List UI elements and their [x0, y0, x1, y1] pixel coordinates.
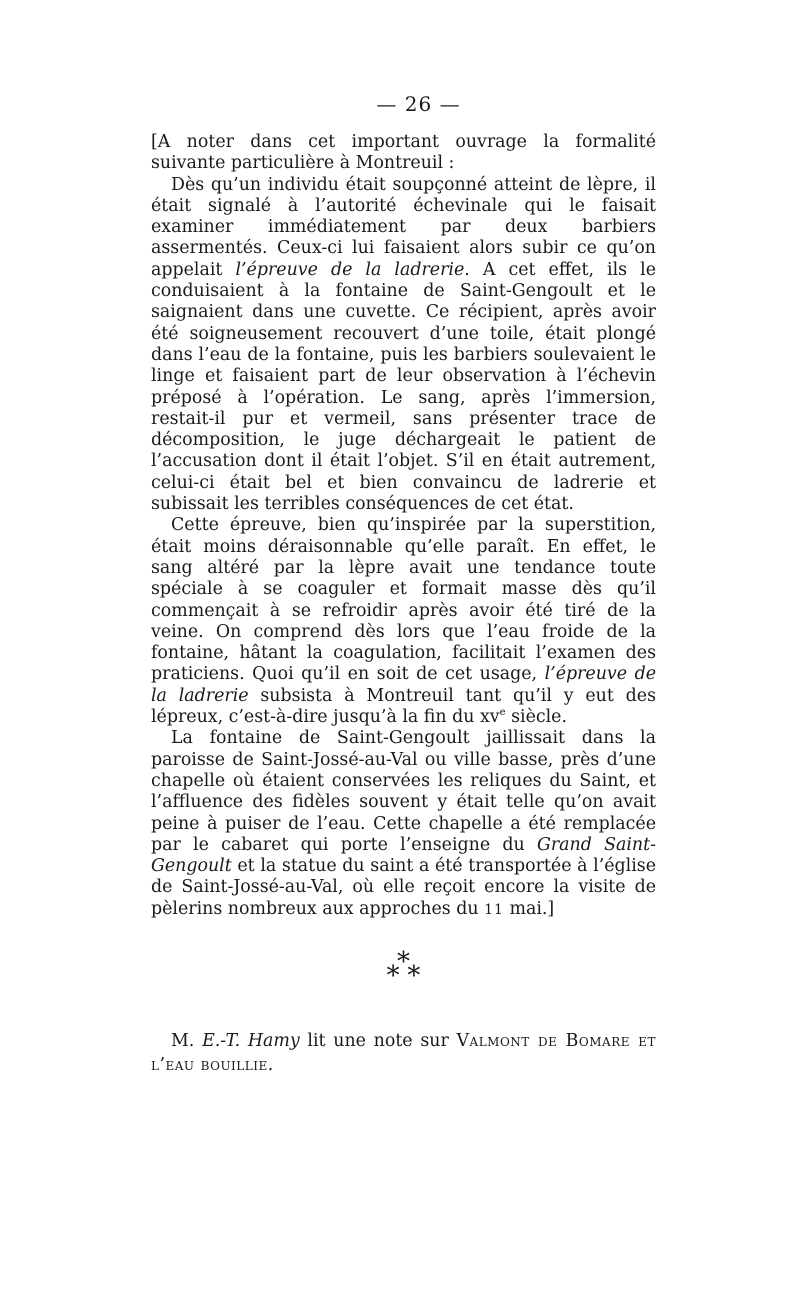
asterism-star-right: *	[407, 960, 421, 991]
session-note	[151, 1029, 656, 1077]
paragraph-3-italic: l’épreuve de la ladrerie	[151, 664, 656, 706]
note-middle: lit une note sur	[299, 1030, 457, 1051]
asterism-star-left: *	[386, 960, 400, 991]
paragraph-4-text-c: mai.]	[503, 898, 555, 919]
asterism	[151, 946, 656, 991]
century-superscript: e	[499, 707, 506, 719]
note-end: .	[267, 1054, 274, 1075]
paragraph-3-text-b: subsista à Montreuil tant qu’il y eut des lépreux, c’est-à-dire jusqu’à la fin du xv	[151, 685, 656, 728]
paragraph-4-text-a: La fontaine de Saint-Gengoult jaillissait dans la paroisse de Saint-Jossé-au-Val ou ville basse, près d’une chapelle où étaient conservées les reliques du Saint, et l’affluence des fidèles souvent y était telle qu’on avait peine à puiser de l’eau. Cette chapelle a été remplacée par le cabaret qui porte l’enseigne du	[151, 728, 656, 855]
note-author: E.-T. Hamy	[202, 1030, 300, 1051]
paragraph-3	[151, 515, 656, 728]
document-page	[151, 92, 656, 1077]
paragraph-4-italic: Grand Saint-Gengoult	[151, 834, 656, 877]
paragraph-4-text-b: et la statue du saint a été transportée à l’église de Saint-Jossé-au-Val, où elle reçoit encore la visite de pèlerins nombreux aux approches du	[151, 856, 656, 919]
paragraph-2-italic: l’épreuve de la ladrerie	[235, 259, 465, 280]
note-title: Valmont de Bomare et l’eau bouillie	[151, 1030, 656, 1075]
paragraph-2	[151, 175, 656, 516]
paragraph-2-text-b: . A cet effet, ils le conduisaient à la fontaine de Saint-Gengoult et le saignaient dans une cuvette. Ce récipient, après avoir été soigneusement recouvert d’une toile, était plongé dans l’eau de la fontaine, puis les barbiers soulevaient le linge et faisaient part de leur observation à l’échevin préposé à l’opération. Le sang, après l’immersion, restait-il pur et vermeil, sans présenter trace de décomposition, le juge déchargeait le patient de l’accusation dont il était l’objet. S’il en était autrement, celui-ci était bel et bien convaincu de ladrerie et subissait les terribles conséquences de cet état.	[151, 259, 657, 515]
asterism-star-top: *	[397, 946, 410, 977]
paragraph-3-text-a: Cette épreuve, bien qu’inspirée par la superstition, était moins déraisonnable qu’elle paraît. En effet, le sang altéré par la lèpre avait une tendance toute spéciale à se coaguler et formait masse dès qu’il commençait à se refroidir après avoir été tiré de la veine. On comprend dès lors que l’eau froide de la fontaine, hâtant la coagulation, facilitait l’examen des praticiens. Quoi qu’il en soit de cet usage,	[151, 515, 656, 685]
page-number: — 26 —	[376, 92, 461, 116]
paragraph-2-text-a: Dès qu’un individu était soupçonné atteint de lèpre, il était signalé à l’autorité échevinale qui le faisait examiner immédiatement par deux barbiers assermentés. Ceux-ci lui faisaient alors subir ce qu’on appelait	[151, 174, 656, 280]
paragraph-4-date: 11	[484, 901, 504, 918]
body-text	[151, 132, 656, 921]
paragraph-3-text-c: siècle.	[505, 707, 567, 728]
paragraph-1: [A noter dans cet important ouvrage la formalité suivante particulière à Montreuil :	[151, 132, 656, 174]
paragraph-4	[151, 728, 656, 921]
note-prefix: M.	[171, 1030, 203, 1051]
